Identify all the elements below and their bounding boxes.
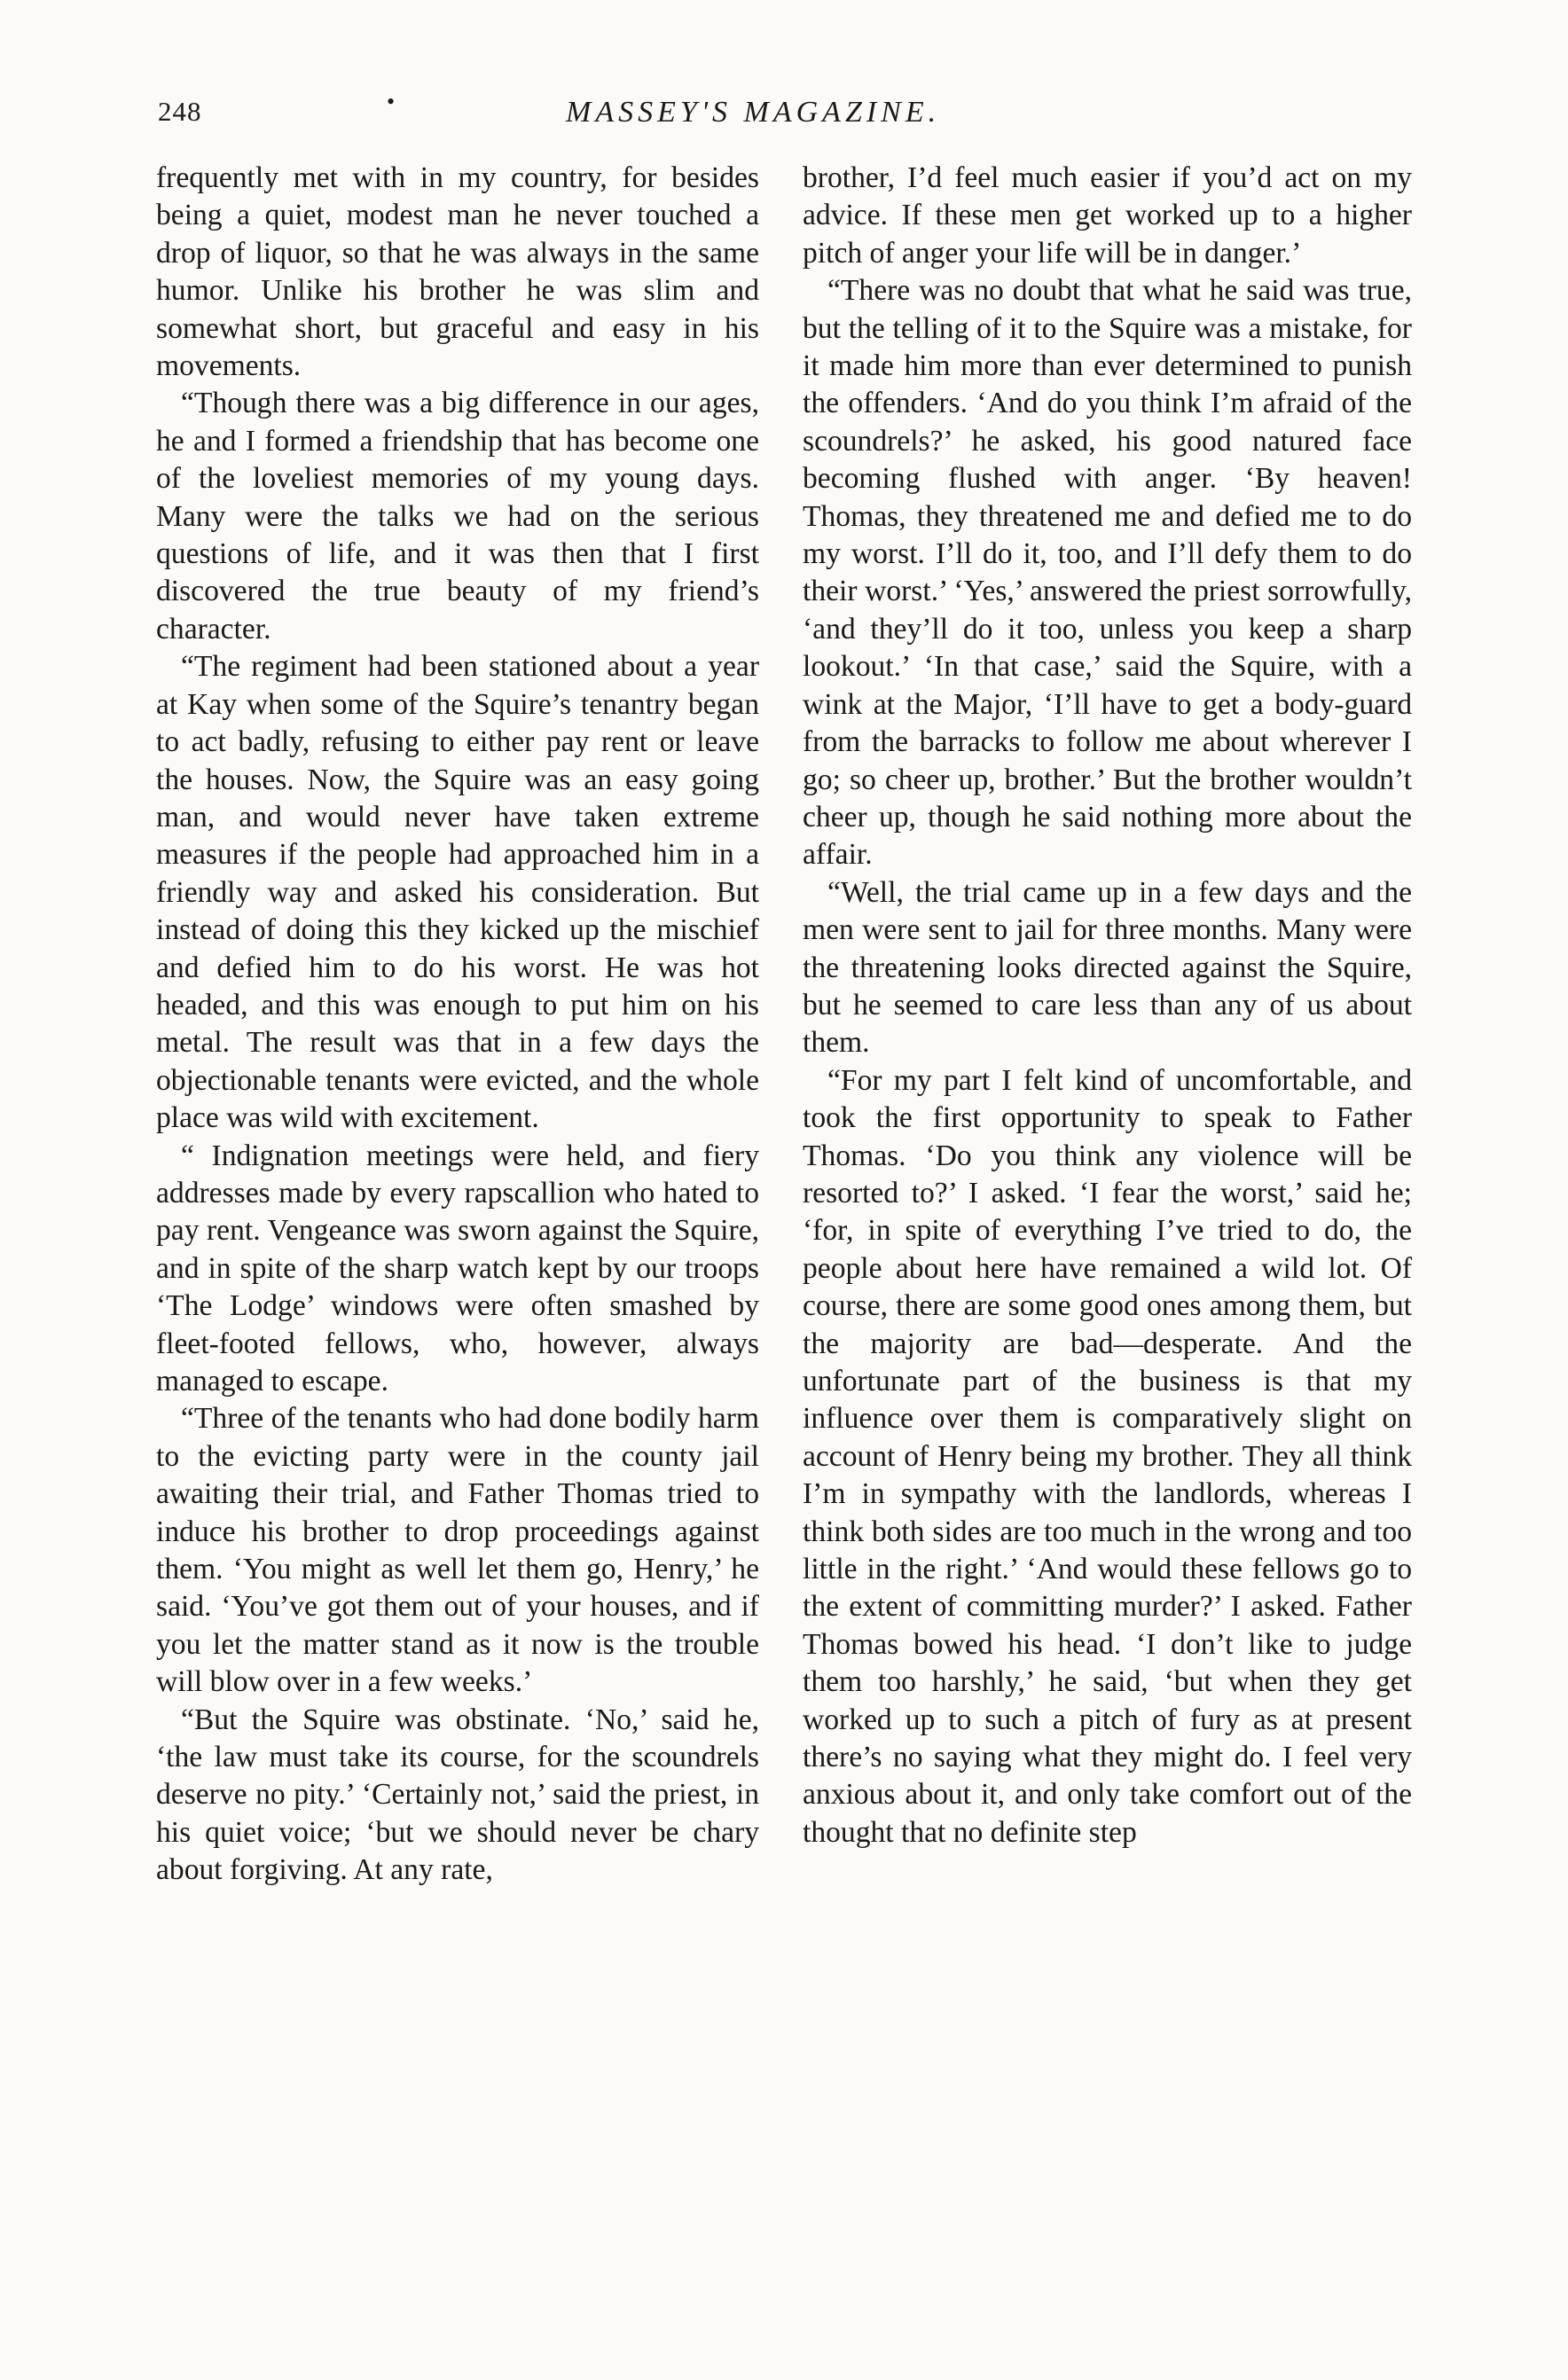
running-title: MASSEY'S MAGAZINE. bbox=[566, 96, 941, 129]
left-column bbox=[156, 160, 759, 1890]
right-column bbox=[803, 160, 1412, 1852]
paragraph: “Three of the tenants who had done bodily harm to the evicting party were in the county jail awaiting their trial, and Father Thomas tried to induce his brother to drop proceedings against them. ‘You might as well let them go, Henry,’ he said. ‘You’ve got them out of your houses, and if you let the matter stand as it now is the trouble will blow over in a few weeks.’ bbox=[156, 1402, 759, 1699]
print-mark: • bbox=[387, 89, 396, 114]
paragraph: “The regiment had been stationed about a year at Kay when some of the Squire’s tenantry began to act badly, refusing to either pay rent or leave the houses. Now, the Squire was an easy going man, and would never have taken extreme measures if the people had approached him in a friendly way and asked his consideration. But instead of doing this they kicked up the mischief and defied him to do his worst. He was hot headed, and this was enough to put him on his metal. The result was that in a few days the objectionable tenants were evicted, and the whole place was wild with excitement. bbox=[156, 650, 759, 1135]
paragraph: frequently met with in my country, for besides being a quiet, modest man he never touched a drop of liquor, so that he was always in the same humor. Unlike his brother he was slim and somewhat short, but graceful and easy in his movements. bbox=[156, 161, 759, 383]
page-header bbox=[158, 89, 1417, 149]
paragraph: “There was no doubt that what he said was true, but the telling of it to the Squire was a mistake, for it made him more than ever determined to punish the offenders. ‘And do you think I’m afraid of the scoundrels?’ he asked, his good natured face becoming flushed with anger. ‘By heaven! Thomas, they threatened me and defied me to do my worst. I’ll do it, too, and I’ll defy them to do their worst.’ ‘Yes,’ answered the priest sorrowfully, ‘and they’ll do it too, unless you keep a sharp lookout.’ ‘In that case,’ said the Squire, with a wink at the Major, ‘I’ll have to get a body-guard from the barracks to follow me about wherever I go; so cheer up, brother.’ But the brother wouldn’t cheer up, though he said nothing more about the affair. bbox=[803, 274, 1412, 872]
paragraph: “Well, the trial came up in a few days and the men were sent to jail for three months. Many were the threatening looks directed against the Squire, but he seemed to care less than any of us about them. bbox=[803, 875, 1412, 1060]
paragraph: “For my part I felt kind of uncomfortable, and took the first opportunity to speak to Father Thomas. ‘Do you think any violence will be resorted to?’ I asked. ‘I fear the worst,’ said he; ‘for, in spite of everything I’ve tried to do, the people about here have remained a wild lot. Of course, there are some good ones among them, but the majority are bad—desperate. And the unfortunate part of the business is that my influence over them is comparatively slight on account of Henry being my brother. They all think I’m in sympathy with the landlords, whereas I think both sides are too much in the wrong and too little in the right.’ ‘And would these fellows go to the extent of committing murder?’ I asked. Father Thomas bowed his head. ‘I don’t like to judge them too harshly,’ he said, ‘but when they get worked up to such a pitch of fury as at present there’s no saying what they might do. I feel very anxious about it, and only take comfort out of the thought that no definite step bbox=[803, 1063, 1412, 1849]
paragraph: “But the Squire was obstinate. ‘No,’ said he, ‘the law must take its course, for the scoundrels deserve no pity.’ ‘Certainly not,’ said the priest, in his quiet voice; ‘but we should never be chary about forgiving. At any rate, bbox=[156, 1703, 759, 1887]
paragraph: “Though there was a big difference in our ages, he and I formed a friendship that has become one of the loveliest memories of my young days. Many were the talks we had on the serious questions of life, and it was then that I first discovered the true beauty of my friend’s character. bbox=[156, 387, 759, 646]
paragraph: “ Indignation meetings were held, and fiery addresses made by every rapscallion who hated to pay rent. Vengeance was sworn against the Squire, and in spite of the sharp watch kept by our troops ‘The Lodge’ windows were often smashed by fleet-footed fellows, who, however, always managed to escape. bbox=[156, 1139, 759, 1397]
page-number: 248 bbox=[158, 96, 202, 127]
paragraph: brother, I’d feel much easier if you’d act on my advice. If these men get worked up to a higher pitch of anger your life will be in danger.’ bbox=[803, 161, 1412, 270]
